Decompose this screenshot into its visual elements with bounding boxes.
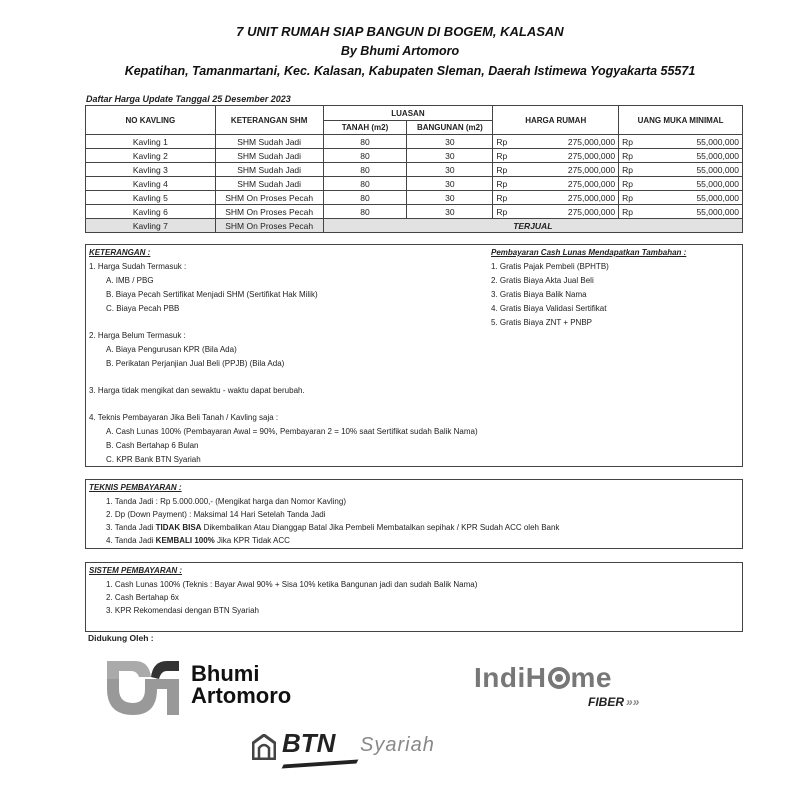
cell-currency: Rp — [619, 149, 643, 163]
cell-currency: Rp — [619, 205, 643, 219]
indihome-house-o-icon — [548, 667, 570, 689]
teknis-item: 2. Dp (Down Payment) : Maksimal 14 Hari Setelah Tanda Jadi — [106, 510, 326, 519]
cell-tanah: 80 — [323, 135, 407, 149]
keterangan-item: A. Biaya Pengurusan KPR (Bila Ada) — [106, 345, 237, 354]
sistem-item: 3. KPR Rekomendasi dengan BTN Syariah — [106, 606, 259, 615]
bhumi-logo-line2: Artomoro — [191, 683, 292, 708]
cell-currency: Rp — [619, 177, 643, 191]
cell-harga: 275,000,000 — [517, 177, 619, 191]
keterangan-item: B. Biaya Pecah Sertifikat Menjadi SHM (Sertifikat Hak Milik) — [106, 290, 318, 299]
keterangan-item: C. Biaya Pecah PBB — [106, 304, 180, 313]
btn-house-icon — [252, 734, 276, 760]
cell-shm: SHM Sudah Jadi — [215, 163, 323, 177]
text: 3. Tanda Jadi — [106, 523, 156, 532]
supported-by-label: Didukung Oleh : — [88, 633, 154, 643]
price-update-label: Daftar Harga Update Tanggal 25 Desember 2023 — [86, 94, 291, 104]
teknis-heading: TEKNIS PEMBAYARAN : — [89, 483, 182, 492]
table-row — [86, 163, 743, 177]
cell-dp: 55,000,000 — [643, 205, 743, 219]
bonus-item: 4. Gratis Biaya Validasi Sertifikat — [491, 304, 607, 313]
keterangan-item: B. Cash Bertahap 6 Bulan — [106, 441, 199, 450]
sistem-box — [85, 562, 743, 632]
bonus-item: 3. Gratis Biaya Balik Nama — [491, 290, 587, 299]
cell-bangunan: 30 — [407, 205, 493, 219]
btn-text: BTN — [282, 728, 336, 758]
cell-dp: 55,000,000 — [643, 177, 743, 191]
text: Dikembalikan Atau Dianggap Batal Jika Pembeli Membatalkan sepihak / KPR Sudah ACC oleh Bank — [201, 523, 560, 532]
keterangan-item: 1. Harga Sudah Termasuk : — [89, 262, 187, 271]
indihome-wordmark — [474, 662, 612, 694]
cell-kavling: Kavling 6 — [86, 205, 216, 219]
page-subtitle: By Bhumi Artomoro — [340, 44, 460, 58]
cell-currency: Rp — [619, 135, 643, 149]
cell-bangunan: 30 — [407, 135, 493, 149]
table-row-sold — [86, 219, 743, 233]
bonus-item: 5. Gratis Biaya ZNT + PNBP — [491, 318, 592, 327]
col-keterangan: KETERANGAN SHM — [215, 106, 323, 135]
col-dp: UANG MUKA MINIMAL — [619, 106, 743, 135]
text: Jika KPR Tidak ACC — [214, 536, 290, 545]
cell-shm: SHM Sudah Jadi — [215, 177, 323, 191]
cell-dp: 55,000,000 — [643, 149, 743, 163]
cell-currency: Rp — [493, 205, 517, 219]
keterangan-item: 4. Teknis Pembayaran Jika Beli Tanah / Kavling saja : — [89, 413, 279, 422]
cell-harga: 275,000,000 — [517, 149, 619, 163]
price-table — [85, 105, 743, 233]
sold-status: TERJUAL — [323, 219, 742, 233]
keterangan-item: C. KPR Bank BTN Syariah — [106, 455, 201, 464]
cell-harga: 275,000,000 — [517, 205, 619, 219]
cell-currency: Rp — [493, 163, 517, 177]
keterangan-item: A. Cash Lunas 100% (Pembayaran Awal = 90%, Pembayaran 2 = 10% saat Sertifikat sudah Balik Nama) — [106, 427, 478, 436]
sistem-item: 1. Cash Lunas 100% (Teknis : Bayar Awal 90% + Sisa 10% ketika Bangunan jadi dan sudah Balik Nama) — [106, 580, 478, 589]
bhumi-artomoro-logo — [105, 657, 325, 717]
page-title: 7 UNIT RUMAH SIAP BANGUN DI BOGEM, KALASAN — [236, 24, 564, 39]
chevrons-icon: »» — [626, 695, 640, 709]
col-tanah: TANAH (m2) — [323, 121, 407, 135]
text: 4. Tanda Jadi — [106, 536, 156, 545]
btn-swoosh — [282, 759, 359, 768]
keterangan-item: 2. Harga Belum Termasuk : — [89, 331, 186, 340]
cell-kavling: Kavling 4 — [86, 177, 216, 191]
teknis-box — [85, 479, 743, 549]
keterangan-item: 3. Harga tidak mengikat dan sewaktu - waktu dapat berubah. — [89, 386, 305, 395]
indihome-text-b: me — [570, 662, 612, 693]
cell-tanah: 80 — [323, 149, 407, 163]
teknis-item: 1. Tanda Jadi : Rp 5.000.000,- (Mengikat harga dan Nomor Kavling) — [106, 497, 346, 506]
sistem-heading: SISTEM PEMBAYARAN : — [89, 566, 183, 575]
indihome-text-a: IndiH — [474, 662, 547, 693]
cell-shm: SHM Sudah Jadi — [215, 135, 323, 149]
btn-syariah-text: Syariah — [360, 734, 435, 756]
cell-dp: 55,000,000 — [643, 163, 743, 177]
address: Kepatihan, Tamanmartani, Kec. Kalasan, Kabupaten Sleman, Daerah Istimewa Yogyakarta 55571 — [124, 64, 696, 78]
table-row — [86, 205, 743, 219]
cell-bangunan: 30 — [407, 191, 493, 205]
bonus-item: 1. Gratis Pajak Pembeli (BPHTB) — [491, 262, 609, 271]
table-row — [86, 135, 743, 149]
bhumi-logo-line1: Bhumi — [191, 661, 260, 686]
col-luasan: LUASAN — [323, 106, 493, 121]
teknis-item — [106, 536, 290, 545]
bhumi-logo-text — [191, 663, 291, 707]
keterangan-heading: KETERANGAN : — [89, 248, 151, 257]
cell-bangunan: 30 — [407, 177, 493, 191]
col-no-kavling: NO KAVLING — [86, 106, 216, 135]
cell-shm: SHM On Proses Pecah — [215, 219, 323, 233]
table-row — [86, 177, 743, 191]
col-harga: HARGA RUMAH — [493, 106, 619, 135]
table-row — [86, 191, 743, 205]
cell-harga: 275,000,000 — [517, 135, 619, 149]
cell-currency: Rp — [493, 135, 517, 149]
bhumi-logo-mark-icon — [105, 657, 185, 717]
keterangan-item: A. IMB / PBG — [106, 276, 154, 285]
cell-shm: SHM On Proses Pecah — [215, 191, 323, 205]
cell-shm: SHM On Proses Pecah — [215, 205, 323, 219]
bonus-heading: Pembayaran Cash Lunas Mendapatkan Tambahan : — [491, 248, 687, 257]
table-row — [86, 149, 743, 163]
bonus-item: 2. Gratis Biaya Akta Jual Beli — [491, 276, 594, 285]
cell-kavling: Kavling 3 — [86, 163, 216, 177]
cell-bangunan: 30 — [407, 149, 493, 163]
cell-dp: 55,000,000 — [643, 135, 743, 149]
cell-tanah: 80 — [323, 205, 407, 219]
cell-currency: Rp — [493, 177, 517, 191]
cell-dp: 55,000,000 — [643, 191, 743, 205]
cell-currency: Rp — [493, 149, 517, 163]
cell-tanah: 80 — [323, 191, 407, 205]
cell-tanah: 80 — [323, 177, 407, 191]
cell-tanah: 80 — [323, 163, 407, 177]
cell-currency: Rp — [493, 191, 517, 205]
teknis-item — [106, 523, 559, 532]
cell-harga: 275,000,000 — [517, 191, 619, 205]
indihome-fiber-logo — [470, 662, 660, 712]
cell-bangunan: 30 — [407, 163, 493, 177]
col-bangunan: BANGUNAN (m2) — [407, 121, 493, 135]
sistem-item: 2. Cash Bertahap 6x — [106, 593, 179, 602]
keterangan-item: B. Perikatan Perjanjian Jual Beli (PPJB) (Bila Ada) — [106, 359, 285, 368]
keterangan-box — [85, 244, 743, 467]
cell-kavling: Kavling 2 — [86, 149, 216, 163]
emphasis: TIDAK BISA — [155, 523, 202, 532]
cell-kavling: Kavling 7 — [86, 219, 216, 233]
cell-shm: SHM Sudah Jadi — [215, 149, 323, 163]
cell-harga: 275,000,000 — [517, 163, 619, 177]
indihome-fiber — [588, 695, 639, 709]
cell-kavling: Kavling 5 — [86, 191, 216, 205]
cell-currency: Rp — [619, 163, 643, 177]
btn-syariah-logo — [252, 728, 462, 774]
fiber-text: FIBER — [588, 695, 624, 709]
emphasis: KEMBALI 100% — [155, 536, 215, 545]
cell-kavling: Kavling 1 — [86, 135, 216, 149]
cell-currency: Rp — [619, 191, 643, 205]
